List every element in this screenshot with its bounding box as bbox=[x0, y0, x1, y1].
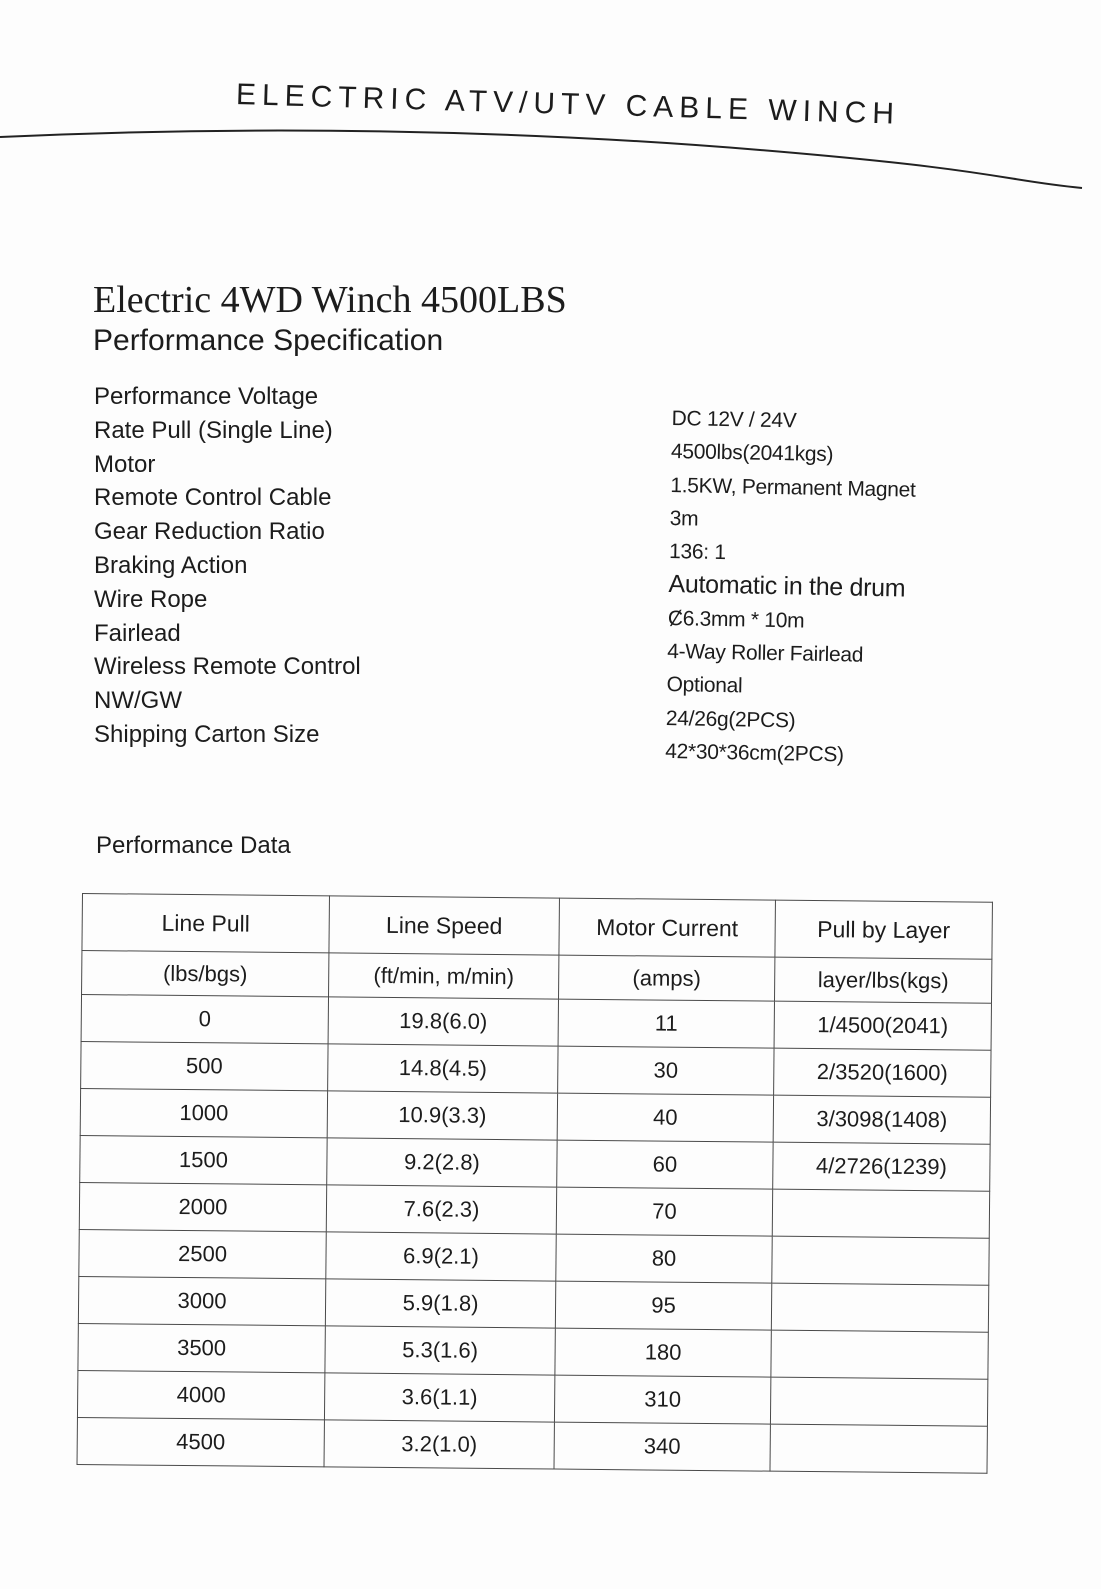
column-header: Line Pull bbox=[82, 894, 330, 953]
table-cell: 1/4500(2041) bbox=[774, 1001, 991, 1050]
spec-label: Wire Rope bbox=[94, 585, 208, 613]
spec-value: 3m bbox=[669, 506, 699, 531]
table-cell: 3000 bbox=[78, 1276, 325, 1325]
spec-label: Shipping Carton Size bbox=[94, 720, 320, 748]
table-cell bbox=[770, 1377, 987, 1426]
table-cell: 4/2726(1239) bbox=[773, 1142, 990, 1191]
spec-label: NW/GW bbox=[94, 687, 182, 715]
column-header: Motor Current bbox=[559, 898, 776, 957]
spec-value: Automatic in the drum bbox=[668, 570, 906, 603]
table-cell: 180 bbox=[555, 1328, 771, 1377]
table-cell bbox=[770, 1424, 987, 1473]
product-title: Electric 4WD Winch 4500LBS bbox=[93, 279, 567, 321]
table-cell: 70 bbox=[556, 1187, 772, 1236]
table-cell: 3.6(1.1) bbox=[324, 1373, 554, 1422]
column-unit: (amps) bbox=[559, 955, 775, 1001]
column-unit: (ft/min, m/min) bbox=[329, 953, 559, 999]
table-cell: 19.8(6.0) bbox=[328, 997, 558, 1046]
performance-table bbox=[77, 893, 993, 1474]
table-cell: 340 bbox=[554, 1422, 770, 1471]
column-header: Pull by Layer bbox=[775, 900, 993, 959]
table-cell: 4000 bbox=[77, 1370, 324, 1419]
spec-label: Performance Voltage bbox=[94, 383, 319, 410]
table-cell: 14.8(4.5) bbox=[328, 1044, 558, 1093]
header-swoosh-line bbox=[0, 120, 1101, 200]
table-cell bbox=[771, 1283, 988, 1332]
spec-value: 1.5KW, Permanent Magnet bbox=[670, 473, 916, 502]
spec-label: Remote Control Cable bbox=[94, 484, 332, 512]
table-cell: 30 bbox=[558, 1046, 774, 1095]
table-cell: 4500 bbox=[77, 1417, 324, 1466]
spec-labels bbox=[94, 380, 361, 752]
performance-data-title: Performance Data bbox=[96, 832, 291, 859]
table-cell: 10.9(3.3) bbox=[327, 1091, 557, 1140]
column-unit: (lbs/bgs) bbox=[82, 951, 329, 997]
header-title: ELECTRIC ATV/UTV CABLE WINCH bbox=[235, 78, 901, 131]
table-cell: 11 bbox=[558, 999, 774, 1048]
table-cell: 2/3520(1600) bbox=[774, 1048, 991, 1097]
table-cell: 7.6(2.3) bbox=[326, 1185, 556, 1234]
table-cell: 310 bbox=[554, 1375, 770, 1424]
performance-table-wrap bbox=[77, 893, 993, 1474]
spec-values bbox=[665, 402, 917, 773]
spec-value: 4-Way Roller Fairlead bbox=[666, 640, 864, 667]
table-cell: 3500 bbox=[78, 1323, 325, 1372]
table-cell: 9.2(2.8) bbox=[327, 1138, 557, 1187]
table-cell: 2000 bbox=[79, 1182, 326, 1231]
spec-value: 42*30*36cm(2PCS) bbox=[665, 739, 844, 767]
table-cell: 0 bbox=[81, 995, 328, 1044]
spec-label: Fairlead bbox=[94, 619, 181, 647]
spec-value: 24/26g(2PCS) bbox=[665, 706, 796, 733]
table-body bbox=[77, 995, 991, 1474]
table-cell: 500 bbox=[81, 1041, 328, 1090]
table-cell: 1500 bbox=[80, 1135, 327, 1184]
table-cell: 5.3(1.6) bbox=[325, 1326, 555, 1375]
table-cell: 40 bbox=[557, 1093, 773, 1142]
spec-label: Wireless Remote Control bbox=[94, 653, 361, 681]
table-cell bbox=[771, 1330, 988, 1379]
spec-label: Rate Pull (Single Line) bbox=[94, 416, 333, 444]
spec-value: Ȼ6.3mm * 10m bbox=[667, 606, 805, 633]
table-cell: 80 bbox=[556, 1234, 772, 1283]
spec-section-title: Performance Specification bbox=[93, 324, 444, 357]
table-cell: 95 bbox=[555, 1281, 771, 1330]
table-cell: 3/3098(1408) bbox=[773, 1095, 990, 1144]
table-cell: 3.2(1.0) bbox=[324, 1420, 554, 1469]
spec-value: 136: 1 bbox=[668, 540, 726, 565]
table-cell: 5.9(1.8) bbox=[325, 1279, 555, 1328]
table-cell: 2500 bbox=[79, 1229, 326, 1278]
spec-value: 4500lbs(2041kgs) bbox=[670, 440, 834, 467]
table-row bbox=[77, 1417, 987, 1473]
column-unit: layer/lbs(kgs) bbox=[774, 957, 991, 1003]
table-cell: 1000 bbox=[80, 1088, 327, 1137]
column-header: Line Speed bbox=[329, 896, 560, 955]
table-cell: 6.9(2.1) bbox=[326, 1232, 556, 1281]
spec-label: Motor bbox=[94, 450, 156, 478]
spec-label: Braking Action bbox=[94, 551, 248, 579]
spec-label: Gear Reduction Ratio bbox=[94, 518, 325, 546]
table-cell: 60 bbox=[557, 1140, 773, 1189]
table-cell bbox=[772, 1189, 989, 1238]
spec-value: Optional bbox=[666, 673, 743, 698]
table-cell bbox=[772, 1236, 989, 1285]
spec-value: DC 12V / 24V bbox=[671, 406, 797, 433]
table-header-row bbox=[82, 894, 993, 960]
